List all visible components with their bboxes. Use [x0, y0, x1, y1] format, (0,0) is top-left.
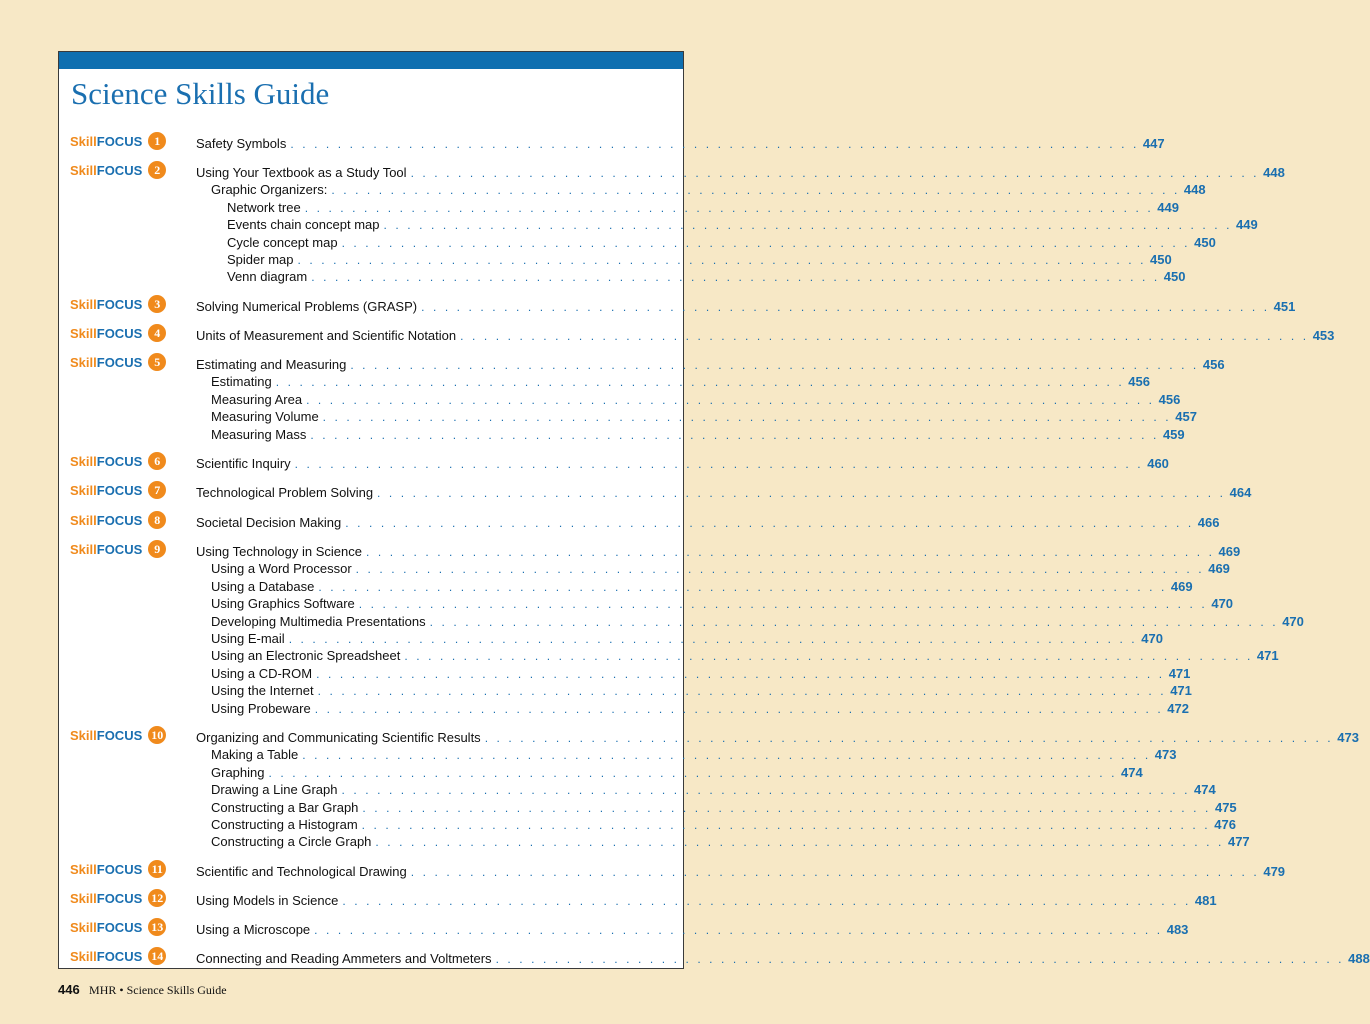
toc-entry[interactable] [211, 613, 1304, 631]
toc-entry-page: 450 [1194, 234, 1216, 250]
dot-leader: . . . . . . . . . . . . . . . . . . . . . . . . . . . . . . . . . . . . . . . . . . . . . . . . . . . . . . . . . . . . . . . . . . . . . . . . [314, 923, 1163, 937]
toc-entry[interactable] [211, 799, 1237, 817]
skill-word: Skill [70, 862, 97, 877]
skill-word: Skill [70, 326, 97, 341]
toc-entry-page: 475 [1214, 799, 1237, 815]
toc-entry-label: Using Graphics Software [211, 596, 355, 612]
skill-number-badge: 8 [148, 511, 166, 529]
toc-entry-page: 448 [1263, 165, 1285, 180]
toc-entry-page: 450 [1163, 269, 1186, 285]
skill-number-badge: 14 [148, 947, 166, 965]
toc-entry[interactable] [227, 269, 1186, 286]
toc-entry-page: 471 [1168, 665, 1191, 681]
toc-entry[interactable] [211, 409, 1197, 426]
toc-entry-label: Drawing a Line Graph [211, 782, 338, 798]
toc-entry-label: Using Probeware [211, 700, 311, 716]
toc-entry[interactable] [196, 864, 1286, 881]
toc-entry[interactable] [211, 631, 1163, 648]
skill-number-badge: 6 [148, 452, 166, 470]
toc-entry[interactable] [211, 561, 1230, 578]
toc-entry[interactable] [196, 951, 1370, 968]
toc-entry-label: Measuring Mass [211, 426, 307, 442]
toc-entry-page: 447 [1142, 136, 1165, 151]
toc-entry[interactable] [196, 299, 1296, 316]
focus-word: FOCUS [96, 920, 143, 935]
focus-word: FOCUS [96, 297, 143, 312]
toc-entry[interactable] [196, 136, 1165, 153]
dot-leader: . . . . . . . . . . . . . . . . . . . . . . . . . . . . . . . . . . . . . . . . . . . . . . . . . . . . . . . . . . . . . . . . . . . . . . . . [345, 516, 1194, 530]
toc-entry-label: Connecting and Reading Ammeters and Voltmeters [196, 951, 492, 966]
toc-entry[interactable] [196, 922, 1189, 939]
skill-focus-label [70, 163, 166, 179]
focus-word: FOCUS [96, 949, 143, 964]
toc-entry-label: Using a Word Processor [211, 561, 352, 577]
toc-entry-page: 483 [1166, 922, 1189, 937]
toc-entry-label: Network tree [227, 199, 301, 215]
toc-entry-label: Organizing and Communicating Scientific Results [196, 730, 481, 745]
skill-focus-label [70, 949, 166, 965]
toc-entry-page: 488 [1348, 951, 1370, 966]
toc-entry-page: 471 [1170, 683, 1192, 699]
toc-entry-page: 453 [1312, 328, 1335, 343]
toc-page [58, 51, 1370, 969]
toc-entry[interactable] [196, 357, 1225, 374]
toc-entry-label: Units of Measurement and Scientific Notation [196, 328, 457, 343]
skill-word: Skill [70, 891, 97, 906]
dot-leader: . . . . . . . . . . . . . . . . . . . . . . . . . . . . . . . . . . . . . . . . . . . . . . . . . . . . . . . . . . . . . . . . . . . . . . . . [375, 835, 1224, 850]
toc-entry[interactable] [227, 234, 1216, 252]
dot-leader: . . . . . . . . . . . . . . . . . . . . . . . . . . . . . . . . . . . . . . . . . . . . . . . . . . . . . . . . . . . . . . . . . . . . . . . . [317, 684, 1167, 699]
dot-leader: . . . . . . . . . . . . . . . . . . . . . . . . . . . . . . . . . . . . . . . . . . . . . . . . . . . . . . . . . . . . . . . . . . . . . . . . [316, 666, 1165, 681]
focus-word: FOCUS [96, 326, 143, 341]
skill-number-badge: 10 [148, 726, 166, 744]
skill-word: Skill [70, 949, 97, 964]
toc-entry[interactable] [211, 578, 1193, 596]
dot-leader: . . . . . . . . . . . . . . . . . . . . . . . . . . . . . . . . . . . . . . . . . . . . . . . . . . . . . . . . . . . . . . . . . . . . . . . . [365, 545, 1215, 559]
dot-leader: . . . . . . . . . . . . . . . . . . . . . . . . . . . . . . . . . . . . . . . . . . . . . . . . . . . . . . . . . . . . . . . . . . . . . . . . [495, 952, 1345, 966]
toc-entry-page: 460 [1147, 456, 1169, 471]
toc-entry-label: Societal Decision Making [196, 515, 342, 530]
toc-entry-label: Using Technology in Science [196, 544, 362, 559]
toc-entry-page: 470 [1211, 596, 1234, 612]
toc-entry[interactable] [196, 485, 1252, 502]
toc-entry-page: 457 [1175, 409, 1197, 425]
toc-entry-label: Solving Numerical Problems (GRASP) [196, 299, 418, 314]
toc-entry[interactable] [211, 834, 1250, 851]
toc-entry-page: 476 [1214, 817, 1236, 832]
dot-leader: . . . . . . . . . . . . . . . . . . . . . . . . . . . . . . . . . . . . . . . . . . . . . . . . . . . . . . . . . . . . . . . . . . . . . . . . [322, 410, 1172, 425]
focus-word: FOCUS [96, 483, 143, 498]
focus-word: FOCUS [96, 862, 143, 877]
skill-number-badge: 7 [148, 481, 166, 499]
toc-entry[interactable] [211, 648, 1279, 665]
toc-entry-label: Using Models in Science [196, 893, 339, 908]
skill-word: Skill [70, 728, 97, 743]
skill-number-badge: 5 [148, 353, 166, 371]
focus-word: FOCUS [96, 355, 143, 370]
dot-leader: . . . . . . . . . . . . . . . . . . . . . . . . . . . . . . . . . . . . . . . . . . . . . . . . . . . . . . . . . . . . . . . . . . . . . . . . [362, 800, 1211, 815]
skill-word: Skill [70, 920, 97, 935]
focus-word: FOCUS [96, 454, 143, 469]
toc-entry-page: 449 [1236, 217, 1258, 233]
toc-entry-page: 469 [1218, 544, 1241, 559]
toc-entry-label: Measuring Area [211, 391, 303, 407]
toc-entry[interactable] [211, 374, 1150, 391]
toc-entry[interactable] [196, 893, 1217, 910]
dot-leader: . . . . . . . . . . . . . . . . . . . . . . . . . . . . . . . . . . . . . . . . . . . . . . . . . . . . . . . . . . . . . . . . . . . . . . . . [377, 486, 1226, 500]
toc-entry-label: Constructing a Bar Graph [211, 799, 359, 815]
toc-entry[interactable] [196, 165, 1285, 182]
toc-entry[interactable] [196, 515, 1220, 532]
dot-leader: . . . . . . . . . . . . . . . . . . . . . . . . . . . . . . . . . . . . . . . . . . . . . . . . . . . . . . . . . . . . . . . . . . . . . . . . [429, 614, 1279, 629]
dot-leader: . . . . . . . . . . . . . . . . . . . . . . . . . . . . . . . . . . . . . . . . . . . . . . . . . . . . . . . . . . . . . . . . . . . . . . . . [410, 865, 1260, 879]
toc-entry-label: Scientific Inquiry [196, 456, 291, 471]
dot-leader: . . . . . . . . . . . . . . . . . . . . . . . . . . . . . . . . . . . . . . . . . . . . . . . . . . . . . . . . . . . . . . . . . . . . . . . . [358, 597, 1208, 612]
toc-entry[interactable] [196, 328, 1335, 345]
toc-entry-page: 456 [1128, 374, 1150, 390]
skill-number-badge: 12 [148, 889, 166, 907]
toc-entry[interactable] [227, 252, 1172, 269]
dot-leader: . . . . . . . . . . . . . . . . . . . . . . . . . . . . . . . . . . . . . . . . . . . . . . . . . . . . . . . . . . . . . . . . . . . . . . . . [304, 200, 1154, 215]
toc-entry-label: Scientific and Technological Drawing [196, 864, 407, 879]
dot-leader: . . . . . . . . . . . . . . . . . . . . . . . . . . . . . . . . . . . . . . . . . . . . . . . . . . . . . . . . . . . . . . . . . . . . . . . . [306, 392, 1155, 407]
toc-entry-page: 469 [1170, 578, 1193, 594]
dot-leader: . . . . . . . . . . . . . . . . . . . . . . . . . . . . . . . . . . . . . . . . . . . . . . . . . . . . . . . . . . . . . . . . . . . . . . . . [484, 731, 1334, 745]
dot-leader: . . . . . . . . . . . . . . . . . . . . . . . . . . . . . . . . . . . . . . . . . . . . . . . . . . . . . . . . . . . . . . . . . . . . . . . . [361, 818, 1211, 832]
toc-entry-page: 469 [1208, 561, 1230, 577]
skill-number-badge: 2 [148, 161, 166, 179]
dot-leader: . . . . . . . . . . . . . . . . . . . . . . . . . . . . . . . . . . . . . . . . . . . . . . . . . . . . . . . . . . . . . . . . . . . . . . . . [288, 632, 1138, 646]
toc-entry-label: Estimating and Measuring [196, 357, 347, 372]
skill-number-badge: 4 [148, 324, 166, 342]
skill-number-badge: 13 [148, 918, 166, 936]
skill-word: Skill [70, 542, 97, 557]
footer-text: MHR • Science Skills Guide [89, 983, 227, 997]
dot-leader: . . . . . . . . . . . . . . . . . . . . . . . . . . . . . . . . . . . . . . . . . . . . . . . . . . . . . . . . . . . . . . . . . . . . . . . . [410, 166, 1260, 180]
focus-word: FOCUS [96, 134, 143, 149]
skill-number-badge: 1 [148, 132, 166, 150]
toc-entry[interactable] [196, 730, 1359, 747]
toc-entry-page: 472 [1167, 700, 1189, 716]
toc-entry[interactable] [211, 665, 1191, 683]
toc-entry[interactable] [211, 817, 1236, 834]
skill-word: Skill [70, 483, 97, 498]
skill-number-badge: 11 [148, 860, 166, 878]
dot-leader: . . . . . . . . . . . . . . . . . . . . . . . . . . . . . . . . . . . . . . . . . . . . . . . . . . . . . . . . . . . . . . . . . . . . . . . . [350, 358, 1199, 372]
toc-entry-page: 473 [1337, 730, 1359, 745]
toc-entry-page: 456 [1158, 391, 1181, 407]
focus-word: FOCUS [96, 542, 143, 557]
toc-entry-page: 459 [1162, 426, 1185, 442]
toc-entry-page: 481 [1194, 893, 1217, 908]
toc-entry[interactable] [211, 700, 1189, 718]
skill-focus-label [70, 728, 166, 744]
toc-entry-label: Cycle concept map [227, 234, 338, 250]
skill-focus-label [70, 134, 166, 150]
dot-leader: . . . . . . . . . . . . . . . . . . . . . . . . . . . . . . . . . . . . . . . . . . . . . . . . . . . . . . . . . . . . . . . . . . . . . . . . [460, 329, 1309, 343]
toc-entry[interactable] [211, 683, 1192, 700]
toc-entry[interactable] [196, 544, 1241, 561]
skill-focus-label [70, 297, 166, 313]
dot-leader: . . . . . . . . . . . . . . . . . . . . . . . . . . . . . . . . . . . . . . . . . . . . . . . . . . . . . . . . . . . . . . . . . . . . . . . . [355, 562, 1205, 577]
toc-entry-page: 456 [1202, 357, 1225, 372]
toc-entry-label: Using Your Textbook as a Study Tool [196, 165, 407, 180]
skill-number-badge: 3 [148, 295, 166, 313]
toc-entry[interactable] [227, 217, 1258, 234]
focus-word: FOCUS [96, 728, 143, 743]
toc-entry-page: 470 [1282, 613, 1304, 629]
toc-entry-label: Using E-mail [211, 631, 285, 646]
toc-entry-label: Measuring Volume [211, 409, 319, 425]
footer-page-number: 446 [58, 982, 80, 997]
toc-entry-page: 470 [1141, 631, 1163, 646]
toc-entry-label: Making a Table [211, 747, 299, 763]
toc-entry[interactable] [211, 764, 1143, 782]
toc-entry-label: Events chain concept map [227, 217, 380, 233]
skill-focus-label [70, 355, 166, 371]
toc-entry-label: Using a Database [211, 578, 315, 594]
dot-leader: . . . . . . . . . . . . . . . . . . . . . . . . . . . . . . . . . . . . . . . . . . . . . . . . . . . . . . . . . . . . . . . . . . . . . . . . [290, 137, 1139, 151]
dot-leader: . . . . . . . . . . . . . . . . . . . . . . . . . . . . . . . . . . . . . . . . . . . . . . . . . . . . . . . . . . . . . . . . . . . . . . . . [318, 579, 1167, 594]
toc-entry-page: 473 [1154, 747, 1177, 763]
toc-entry-label: Using a Microscope [196, 922, 311, 937]
toc-entry-label: Estimating [211, 374, 272, 390]
skill-focus-label [70, 920, 166, 936]
skill-word: Skill [70, 134, 97, 149]
toc-entry[interactable] [211, 426, 1185, 444]
dot-leader: . . . . . . . . . . . . . . . . . . . . . . . . . . . . . . . . . . . . . . . . . . . . . . . . . . . . . . . . . . . . . . . . . . . . . . . . [383, 218, 1233, 233]
skill-focus-label [70, 483, 166, 499]
skill-focus-label [70, 891, 166, 907]
toc-entry-page: 474 [1121, 764, 1143, 780]
toc-entry-label: Constructing a Histogram [211, 817, 358, 832]
toc-entry-page: 448 [1183, 182, 1206, 198]
toc-entry-label: Venn diagram [227, 269, 308, 285]
dot-leader: . . . . . . . . . . . . . . . . . . . . . . . . . . . . . . . . . . . . . . . . . . . . . . . . . . . . . . . . . . . . . . . . . . . . . . . . [404, 649, 1253, 664]
page-footer [58, 982, 227, 998]
skill-word: Skill [70, 513, 97, 528]
toc-entry-page: 474 [1194, 782, 1216, 798]
toc-entry-label: Using a CD-ROM [211, 665, 313, 681]
toc-entry-page: 449 [1157, 199, 1179, 215]
dot-leader: . . . . . . . . . . . . . . . . . . . . . . . . . . . . . . . . . . . . . . . . . . . . . . . . . . . . . . . . . . . . . . . . . . . . . . . . [302, 748, 1151, 763]
dot-leader: . . . . . . . . . . . . . . . . . . . . . . . . . . . . . . . . . . . . . . . . . . . . . . . . . . . . . . . . . . . . . . . . . . . . . . . . [275, 375, 1125, 390]
toc-entry-page: 477 [1227, 834, 1250, 850]
skill-word: Skill [70, 355, 97, 370]
toc-entry[interactable] [211, 391, 1181, 409]
focus-word: FOCUS [96, 513, 143, 528]
page-title: Science Skills Guide [71, 76, 330, 111]
dot-leader: . . . . . . . . . . . . . . . . . . . . . . . . . . . . . . . . . . . . . . . . . . . . . . . . . . . . . . . . . . . . . . . . . . . . . . . . [310, 427, 1159, 442]
skill-focus-label [70, 542, 166, 558]
toc-entry[interactable] [211, 182, 1206, 199]
skill-focus-label [70, 454, 166, 470]
toc-entry-page: 464 [1229, 485, 1252, 500]
toc-entry[interactable] [211, 747, 1177, 764]
focus-word: FOCUS [96, 891, 143, 906]
skill-focus-label [70, 862, 166, 878]
dot-leader: . . . . . . . . . . . . . . . . . . . . . . . . . . . . . . . . . . . . . . . . . . . . . . . . . . . . . . . . . . . . . . . . . . . . . . . . [331, 183, 1180, 198]
toc-entry-page: 466 [1197, 515, 1220, 530]
dot-leader: . . . . . . . . . . . . . . . . . . . . . . . . . . . . . . . . . . . . . . . . . . . . . . . . . . . . . . . . . . . . . . . . . . . . . . . . [421, 300, 1270, 314]
skill-focus-label [70, 513, 166, 529]
toc-entry[interactable] [211, 782, 1216, 799]
dot-leader: . . . . . . . . . . . . . . . . . . . . . . . . . . . . . . . . . . . . . . . . . . . . . . . . . . . . . . . . . . . . . . . . . . . . . . . . [297, 253, 1147, 267]
toc-entry[interactable] [227, 199, 1179, 217]
dot-leader: . . . . . . . . . . . . . . . . . . . . . . . . . . . . . . . . . . . . . . . . . . . . . . . . . . . . . . . . . . . . . . . . . . . . . . . . [294, 457, 1144, 471]
toc-entry-page: 451 [1273, 299, 1296, 314]
toc-entry-label: Graphic Organizers: [211, 182, 328, 198]
toc-entry-label: Using the Internet [211, 683, 314, 699]
skill-number-badge: 9 [148, 540, 166, 558]
skill-word: Skill [70, 297, 97, 312]
toc-entry-label: Safety Symbols [196, 136, 287, 151]
toc-entry-page: 450 [1150, 252, 1172, 267]
toc-entry-label: Spider map [227, 252, 294, 267]
toc-entry-label: Developing Multimedia Presentations [211, 613, 426, 629]
dot-leader: . . . . . . . . . . . . . . . . . . . . . . . . . . . . . . . . . . . . . . . . . . . . . . . . . . . . . . . . . . . . . . . . . . . . . . . . [314, 701, 1164, 716]
toc-entry-page: 471 [1256, 648, 1279, 664]
toc-entry[interactable] [211, 596, 1234, 613]
skill-focus-label [70, 326, 166, 342]
toc-entry-page: 479 [1263, 864, 1286, 879]
skill-word: Skill [70, 163, 97, 178]
toc-entry-label: Graphing [211, 764, 265, 780]
skill-word: Skill [70, 454, 97, 469]
toc-entry[interactable] [196, 456, 1169, 473]
dot-leader: . . . . . . . . . . . . . . . . . . . . . . . . . . . . . . . . . . . . . . . . . . . . . . . . . . . . . . . . . . . . . . . . . . . . . . . . [341, 783, 1191, 798]
toc-entry-label: Constructing a Circle Graph [211, 834, 372, 850]
dot-leader: . . . . . . . . . . . . . . . . . . . . . . . . . . . . . . . . . . . . . . . . . . . . . . . . . . . . . . . . . . . . . . . . . . . . . . . . [268, 765, 1118, 780]
dot-leader: . . . . . . . . . . . . . . . . . . . . . . . . . . . . . . . . . . . . . . . . . . . . . . . . . . . . . . . . . . . . . . . . . . . . . . . . [341, 235, 1191, 250]
table-of-contents [59, 52, 1370, 968]
dot-leader: . . . . . . . . . . . . . . . . . . . . . . . . . . . . . . . . . . . . . . . . . . . . . . . . . . . . . . . . . . . . . . . . . . . . . . . . [311, 270, 1160, 285]
toc-entry-label: Using an Electronic Spreadsheet [211, 648, 401, 664]
toc-entry-label: Technological Problem Solving [196, 485, 374, 500]
focus-word: FOCUS [96, 163, 143, 178]
dot-leader: . . . . . . . . . . . . . . . . . . . . . . . . . . . . . . . . . . . . . . . . . . . . . . . . . . . . . . . . . . . . . . . . . . . . . . . . [342, 894, 1191, 908]
